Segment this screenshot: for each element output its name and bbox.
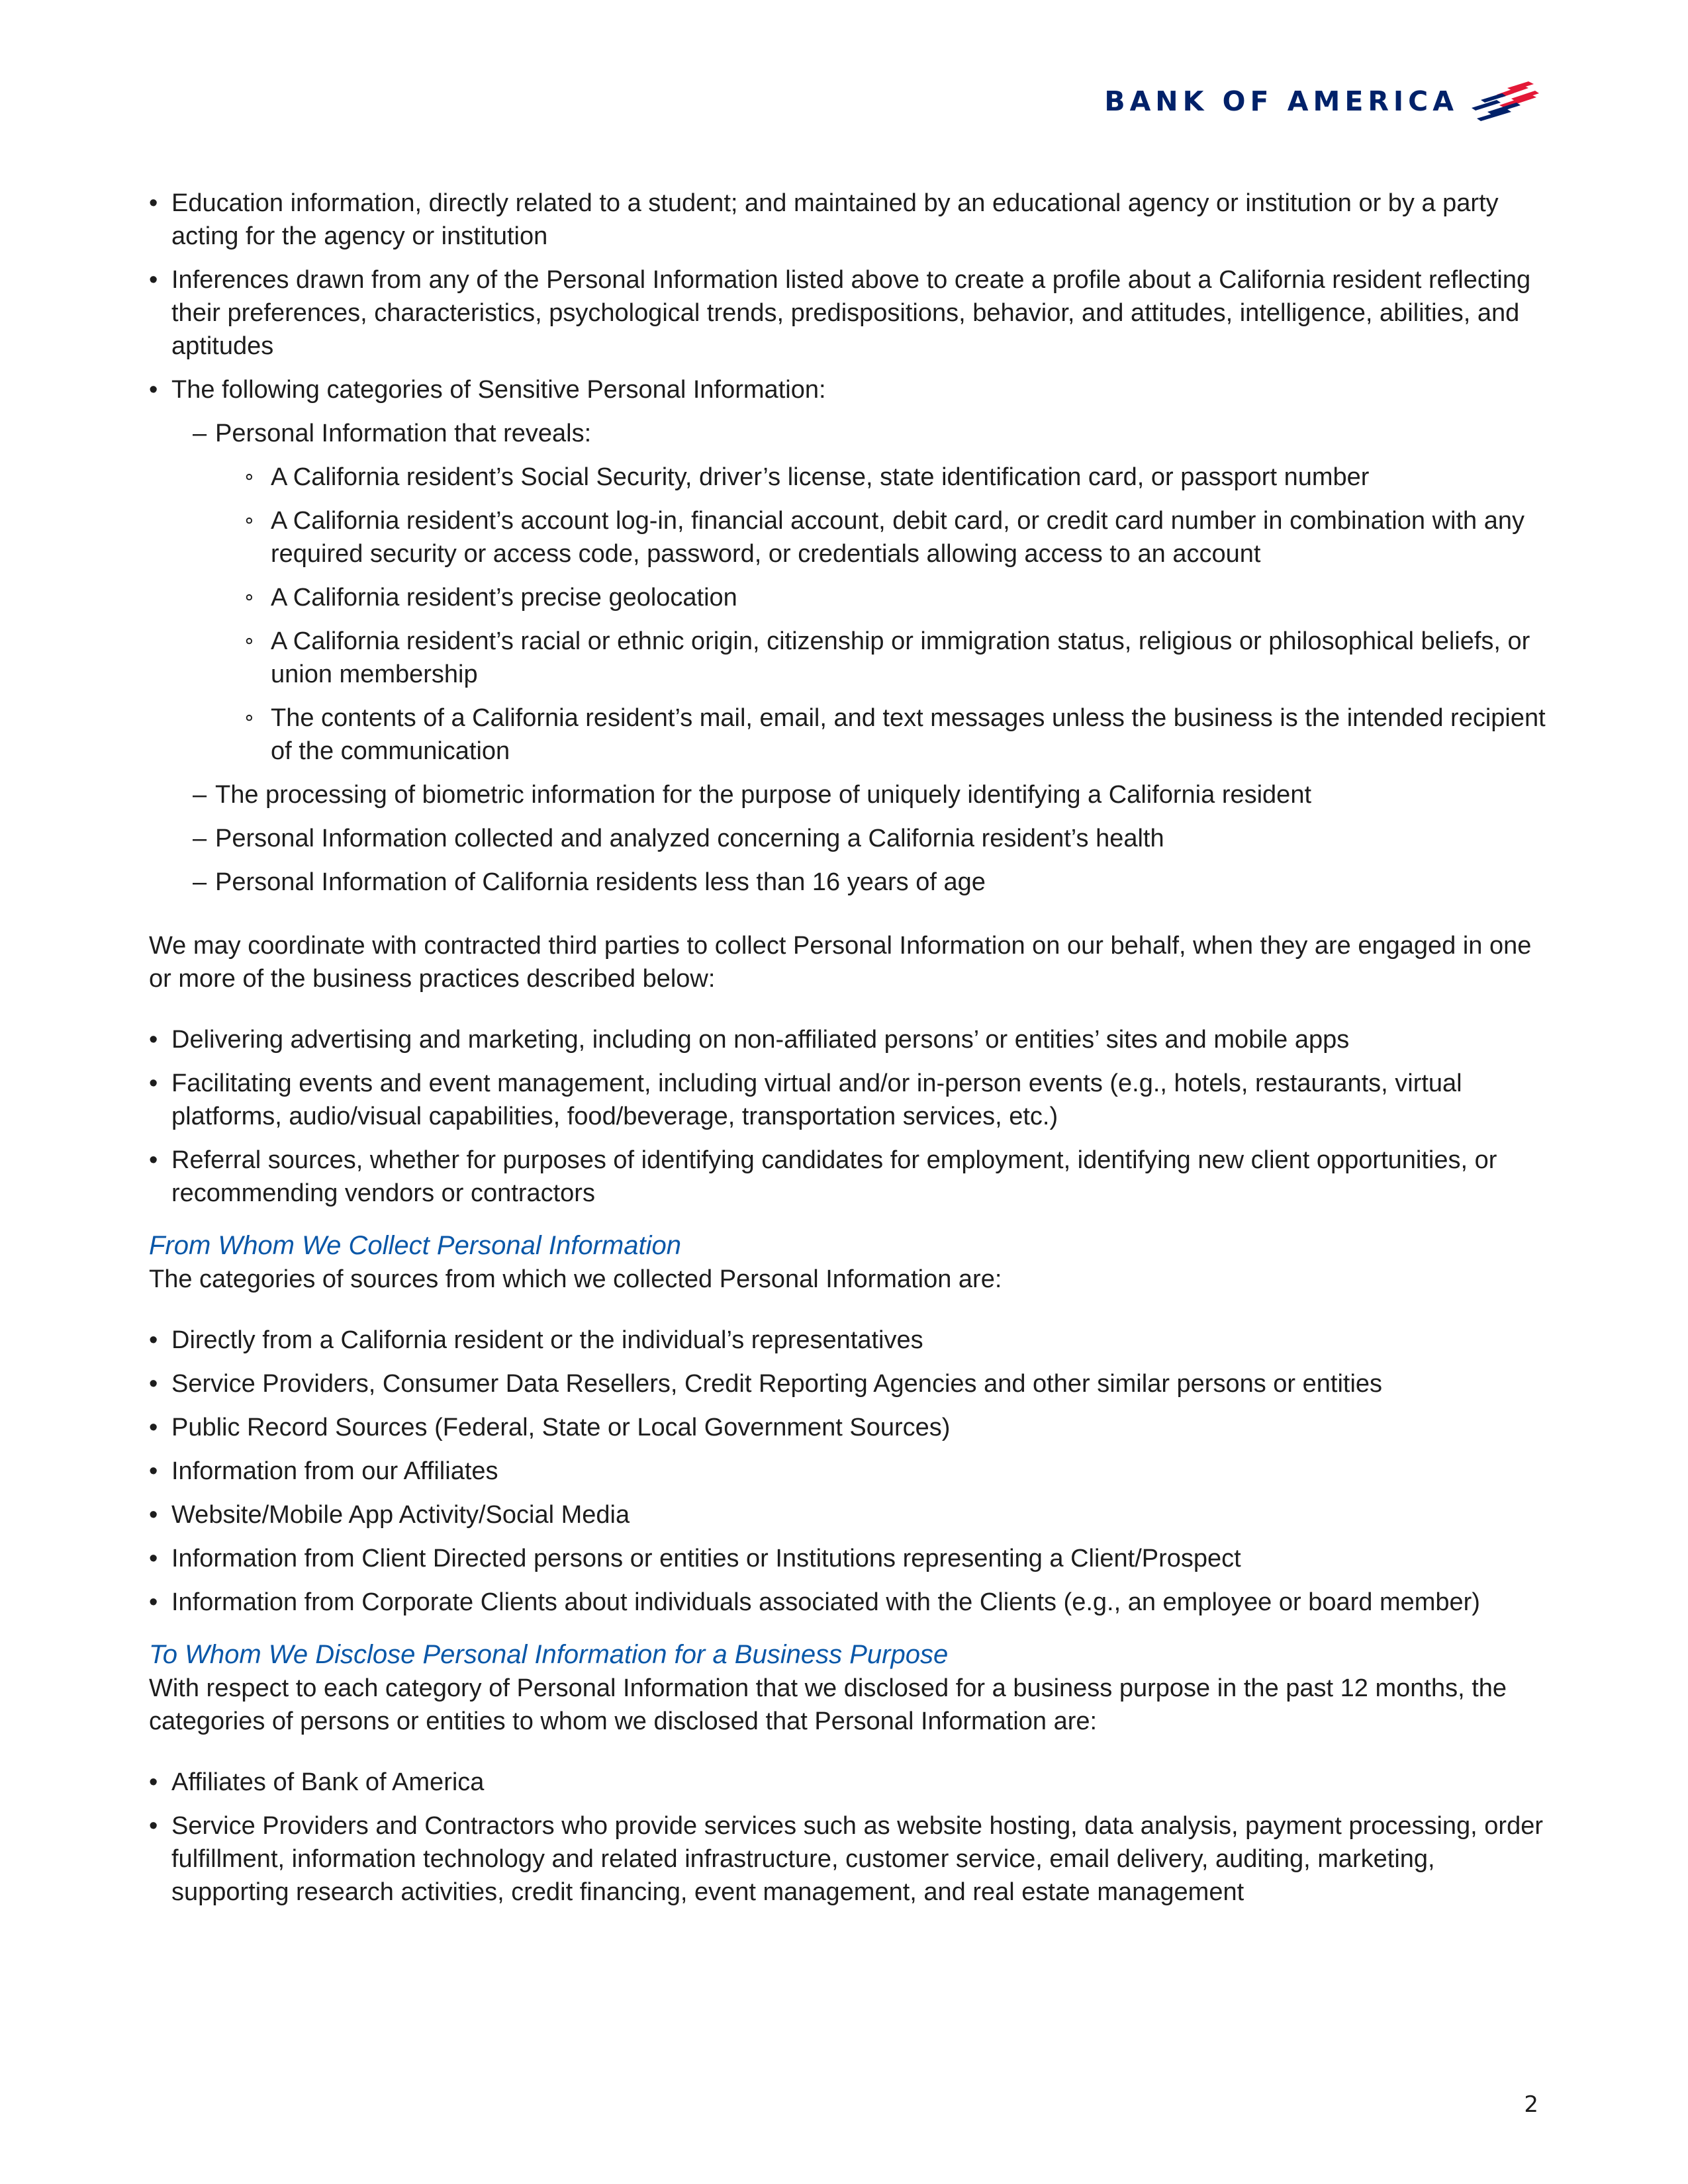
list-item — [149, 1023, 1546, 1056]
sub-list-item — [149, 822, 1546, 855]
document-body — [149, 187, 1546, 1919]
list-item — [149, 1411, 1546, 1444]
list-item-text: Delivering advertising and marketing, including on non-affiliated persons’ or entities’ sites and mobile apps — [171, 1026, 1350, 1054]
sub-list-item-text: The processing of biometric information for the purpose of uniquely identifying a California resident — [215, 781, 1312, 809]
list-item — [149, 1809, 1546, 1909]
list-item-text: Information from Client Directed persons or entities or Institutions representing a Client/Prospect — [171, 1545, 1241, 1572]
bullet-marker: • — [149, 1326, 158, 1354]
sub-list-item — [149, 417, 1546, 450]
list-item-text: Public Record Sources (Federal, State or Local Government Sources) — [171, 1414, 951, 1441]
list-item-text: Directly from a California resident or the individual’s representatives — [171, 1326, 923, 1354]
circle-marker: ∘ — [243, 586, 256, 608]
circle-marker: ∘ — [243, 510, 256, 531]
list-item — [149, 1455, 1546, 1488]
list-item — [149, 1766, 1546, 1799]
dash-marker: – — [193, 781, 207, 809]
sub-sub-list-item — [149, 702, 1546, 768]
list-item — [149, 373, 1546, 406]
sub-sub-list-item-text: A California resident’s Social Security, driver’s license, state identification card, or passport number — [271, 463, 1370, 491]
list-item — [149, 187, 1546, 253]
section-intro: The categories of sources from which we collected Personal Information are: — [149, 1265, 1002, 1293]
sub-sub-list-item-text: A California resident’s racial or ethnic origin, citizenship or immigration status, religious or philosophical beliefs, or union membership — [271, 627, 1530, 688]
bullet-marker: • — [149, 376, 158, 404]
bullet-marker: • — [149, 1370, 158, 1398]
brand-name: BANK OF AMERICA — [1104, 85, 1458, 117]
sub-sub-list-item-text: A California resident’s precise geolocation — [271, 584, 737, 612]
circle-marker: ∘ — [243, 466, 256, 488]
sub-sub-list-item — [149, 581, 1546, 614]
dash-marker: – — [193, 420, 207, 447]
paragraph-third-parties: We may coordinate with contracted third parties to collect Personal Information on our behalf, when they are engaged in one or more of the business practices described below: — [149, 932, 1532, 993]
bullet-marker: • — [149, 1414, 158, 1441]
sub-list-item — [149, 866, 1546, 899]
flag-logo-icon — [1468, 81, 1539, 121]
list-item-text: Website/Mobile App Activity/Social Media — [171, 1501, 630, 1529]
section-heading: From Whom We Collect Personal Information — [149, 1231, 681, 1260]
list-item — [149, 1067, 1546, 1133]
bullet-marker: • — [149, 1501, 158, 1529]
sub-sub-list-item-text: The contents of a California resident’s mail, email, and text messages unless the business is the intended recipient of the communication — [271, 704, 1546, 765]
list-item-text: Inferences drawn from any of the Personal Information listed above to create a profile about a California resident reflecting their preferences, characteristics, psychological trends, predispositions, behavior, and attitudes, intelligence, abilities, and aptitudes — [171, 266, 1531, 360]
bullet-marker: • — [149, 1146, 158, 1174]
bullet-marker: • — [149, 266, 158, 294]
list-item — [149, 1542, 1546, 1575]
bullet-marker: • — [149, 1457, 158, 1485]
circle-marker: ∘ — [243, 630, 256, 652]
bullet-marker: • — [149, 189, 158, 217]
bullet-marker: • — [149, 1026, 158, 1054]
dash-marker: – — [193, 868, 207, 896]
list-item-text: Facilitating events and event management, including virtual and/or in-person events (e.g., hotels, restaurants, virtual platforms, audio/visual capabilities, food/beverage, transportation services, etc.) — [171, 1069, 1462, 1130]
list-item-text: The following categories of Sensitive Personal Information: — [171, 376, 826, 404]
sub-list-item-text: Personal Information collected and analyzed concerning a California resident’s health — [215, 825, 1164, 852]
sub-sub-list-item-text: A California resident’s account log-in, financial account, debit card, or credit card number in combination with any required security or access code, password, or credentials allowing access to an account — [271, 507, 1524, 568]
section-intro: With respect to each category of Personal Information that we disclosed for a business purpose in the past 12 months, the categories of persons or entities to whom we disclosed that Personal Information are: — [149, 1674, 1507, 1735]
bullet-marker: • — [149, 1588, 158, 1616]
bullet-marker: • — [149, 1812, 158, 1840]
page-number: 2 — [1524, 2091, 1538, 2118]
list-item-text: Information from our Affiliates — [171, 1457, 498, 1485]
sub-list-item — [149, 778, 1546, 811]
dash-marker: – — [193, 825, 207, 852]
bullet-marker: • — [149, 1545, 158, 1572]
sub-list-item-text: Personal Information that reveals: — [215, 420, 592, 447]
bullet-marker: • — [149, 1768, 158, 1796]
sub-sub-list-item — [149, 461, 1546, 494]
list-item — [149, 1144, 1546, 1210]
sub-sub-list-item — [149, 625, 1546, 691]
sub-sub-list-item — [149, 504, 1546, 570]
list-item-text: Affiliates of Bank of America — [171, 1768, 485, 1796]
circle-marker: ∘ — [243, 707, 256, 729]
list-item — [149, 1586, 1546, 1619]
list-item-text: Service Providers, Consumer Data Resellers, Credit Reporting Agencies and other similar persons or entities — [171, 1370, 1383, 1398]
sub-list-item-text: Personal Information of California residents less than 16 years of age — [215, 868, 986, 896]
bullet-marker: • — [149, 1069, 158, 1097]
list-item — [149, 1498, 1546, 1531]
list-item — [149, 1367, 1546, 1400]
list-item-text: Education information, directly related to a student; and maintained by an educational agency or institution or by a party acting for the agency or institution — [171, 189, 1499, 250]
list-item-text: Referral sources, whether for purposes of identifying candidates for employment, identifying new client opportunities, or recommending vendors or contractors — [171, 1146, 1497, 1207]
page-header — [1104, 78, 1539, 124]
list-item-text: Service Providers and Contractors who provide services such as website hosting, data analysis, payment processing, order fulfillment, information technology and related infrastructure, customer service, email delivery, auditing, marketing, supporting research activities, credit financing, event management, and real estate management — [171, 1812, 1544, 1906]
list-item — [149, 1324, 1546, 1357]
section-heading: To Whom We Disclose Personal Information for a Business Purpose — [149, 1640, 949, 1669]
list-item — [149, 263, 1546, 363]
list-item-text: Information from Corporate Clients about individuals associated with the Clients (e.g., an employee or board member) — [171, 1588, 1480, 1616]
